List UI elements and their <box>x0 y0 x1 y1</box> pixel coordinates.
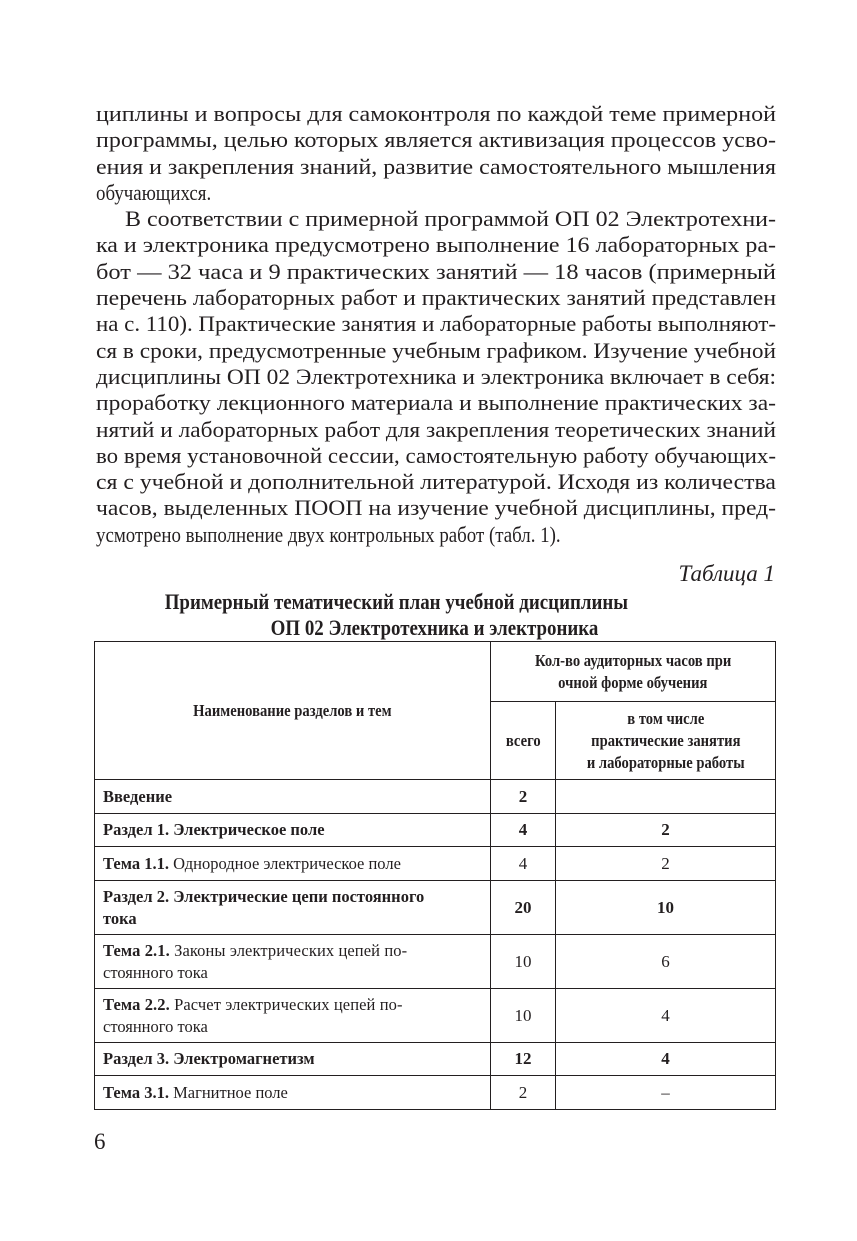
row-practical-hours <box>556 780 776 814</box>
header-total <box>491 702 556 780</box>
header-practical-line-1: в том числе <box>626 708 705 728</box>
text-line-content: нятий и лабораторных работ для закрепления теоретических знаний <box>96 416 777 442</box>
text-line <box>96 127 776 153</box>
text-line-content: ения и закрепления знаний, развитие самостоятельного мышления <box>96 153 776 179</box>
table-row <box>95 881 776 935</box>
header-name-text: Наименование разделов и тем <box>193 700 392 720</box>
row-section-title: Раздел 1. Электрическое поле <box>103 820 325 839</box>
text-line-content: проработку лекционного материала и выполнение практических за- <box>96 390 776 416</box>
practical-hours-value: – <box>661 1082 670 1102</box>
text-line <box>96 180 776 206</box>
text-line <box>96 469 776 495</box>
text-line-content: во время установочной сессии, самостоятельную работу обучающих- <box>96 442 777 468</box>
row-practical-hours <box>556 847 776 881</box>
table-row <box>95 814 776 847</box>
row-name-cell <box>95 935 491 989</box>
header-name <box>95 642 491 780</box>
row-total-hours <box>491 814 556 847</box>
header-hours-line-2: очной форме обучения <box>558 672 708 692</box>
row-name-line-1 <box>103 940 482 962</box>
row-topic-title: Однородное электрическое поле <box>168 853 401 873</box>
text-line <box>96 390 776 416</box>
text-line <box>96 417 776 443</box>
header-row-1 <box>95 642 776 702</box>
text-line <box>96 338 776 364</box>
total-hours-value: 10 <box>514 1005 532 1025</box>
practical-hours-value: 4 <box>661 1049 670 1068</box>
row-section-title: Раздел 2. Электрические цепи постоянного <box>103 886 425 906</box>
row-topic-title: Магнитное поле <box>168 1082 288 1102</box>
text-line <box>96 311 776 337</box>
text-line-content: ся с учебной и дополнительной литературой. Исходя из количества <box>96 469 776 495</box>
total-hours-value: 2 <box>518 1082 528 1102</box>
row-topic-title: Законы электрических цепей по- <box>169 940 408 960</box>
row-topic-number: Тема 3.1. <box>103 1082 169 1102</box>
row-total-hours <box>491 1076 556 1110</box>
row-section-title: Раздел 3. Электромагнетизм <box>103 1049 315 1068</box>
row-name-cell <box>95 780 491 814</box>
header-hours-line-1: Кол-во аудиторных часов при <box>534 650 732 670</box>
row-topic-title: Расчет электрических цепей по- <box>169 994 403 1014</box>
text-line-content: на с. 110). Практические занятия и лабораторные работы выполняют- <box>96 311 777 337</box>
text-line-content: дисциплины ОП 02 Электротехника и электроника включает в себя: <box>96 363 777 389</box>
practical-hours-value: 2 <box>661 820 670 839</box>
text-line-content: В соответствии с примерной программой ОП 02 Электротехни- <box>125 206 777 232</box>
row-name-cell <box>95 1076 491 1110</box>
text-line <box>96 259 776 285</box>
row-name-cell <box>95 847 491 881</box>
text-line-content: бот — 32 часа и 9 практических занятий — 18 часов (примерный <box>96 258 776 284</box>
row-practical-hours <box>556 935 776 989</box>
table-row <box>95 1076 776 1110</box>
total-hours-value: 12 <box>514 1049 532 1068</box>
text-line <box>96 285 776 311</box>
row-total-hours <box>491 1043 556 1076</box>
text-line-content: ся в сроки, предусмотренные учебным графиком. Изучение учебной <box>96 337 777 363</box>
practical-hours-value: 6 <box>661 951 670 971</box>
table-title-text-1: Примерный тематический план учебной дисциплины <box>164 589 629 614</box>
row-practical-hours <box>556 881 776 935</box>
text-line <box>96 443 776 469</box>
row-section-title: Введение <box>103 786 173 806</box>
header-practical-line-3: и лабораторные работы <box>586 752 745 772</box>
text-line-content: часов, выделенных ПООП на изучение учебной дисциплины, пред- <box>96 495 777 521</box>
text-line-content: усмотрено выполнение двух контрольных работ (табл. 1). <box>96 521 561 547</box>
practical-hours-value: 4 <box>661 1005 670 1025</box>
text-line <box>96 101 776 127</box>
row-name-cell <box>95 814 491 847</box>
text-line <box>96 522 776 548</box>
table-title-text-2: ОП 02 Электротехника и электроника <box>270 615 599 640</box>
total-hours-value: 4 <box>518 820 528 839</box>
row-name-cell <box>95 1043 491 1076</box>
header-total-text: всего <box>505 730 541 750</box>
table-label: Таблица 1 <box>678 561 775 586</box>
row-topic-title-cont: стоянного тока <box>103 962 208 982</box>
total-hours-value: 2 <box>518 786 528 806</box>
text-line-content: циплины и вопросы для самоконтроля по каждой теме примерной <box>96 101 777 126</box>
row-practical-hours <box>556 1076 776 1110</box>
row-practical-hours <box>556 989 776 1043</box>
text-line <box>96 495 776 521</box>
row-total-hours <box>491 780 556 814</box>
row-topic-number: Тема 2.1. <box>103 940 170 960</box>
total-hours-value: 4 <box>518 853 528 873</box>
thematic-plan-table <box>94 641 776 1110</box>
text-line <box>96 206 776 232</box>
row-name-cell <box>95 881 491 935</box>
row-name-cell <box>95 989 491 1043</box>
total-hours-value: 10 <box>514 951 532 971</box>
row-topic-title-cont: стоянного тока <box>103 1016 208 1036</box>
row-total-hours <box>491 847 556 881</box>
text-line-content: программы, целью которых является активизация процессов усво- <box>96 127 777 153</box>
text-line <box>96 232 776 258</box>
header-hours-group <box>491 642 776 702</box>
text-line-content: обучающихся. <box>96 179 212 205</box>
text-line-content: ка и электроника предусмотрено выполнение 16 лабораторных ра- <box>96 232 777 258</box>
table-row <box>95 935 776 989</box>
table-row <box>95 847 776 881</box>
row-section-title-cont: тока <box>103 908 137 928</box>
row-total-hours <box>491 881 556 935</box>
text-line <box>96 154 776 180</box>
row-practical-hours <box>556 1043 776 1076</box>
table-row <box>95 780 776 814</box>
table-body <box>95 780 776 1110</box>
body-paragraphs <box>96 101 776 548</box>
header-practical-line-2: практические занятия <box>590 730 741 750</box>
row-topic-number: Тема 1.1. <box>103 853 169 873</box>
total-hours-value: 20 <box>514 897 532 917</box>
table-title-line-2 <box>94 615 775 641</box>
row-topic-number: Тема 2.2. <box>103 994 170 1014</box>
practical-hours-value: 10 <box>657 897 674 917</box>
table-row <box>95 1043 776 1076</box>
row-total-hours <box>491 989 556 1043</box>
text-line-content: перечень лабораторных работ и практических занятий представлен <box>96 285 777 311</box>
header-practical <box>556 702 776 780</box>
table-title-line-1 <box>56 589 737 615</box>
row-practical-hours <box>556 814 776 847</box>
row-name-line-1 <box>103 994 482 1016</box>
page-number: 6 <box>94 1129 106 1154</box>
practical-hours-value: 2 <box>661 853 670 873</box>
table-row <box>95 989 776 1043</box>
text-line <box>96 364 776 390</box>
row-total-hours <box>491 935 556 989</box>
